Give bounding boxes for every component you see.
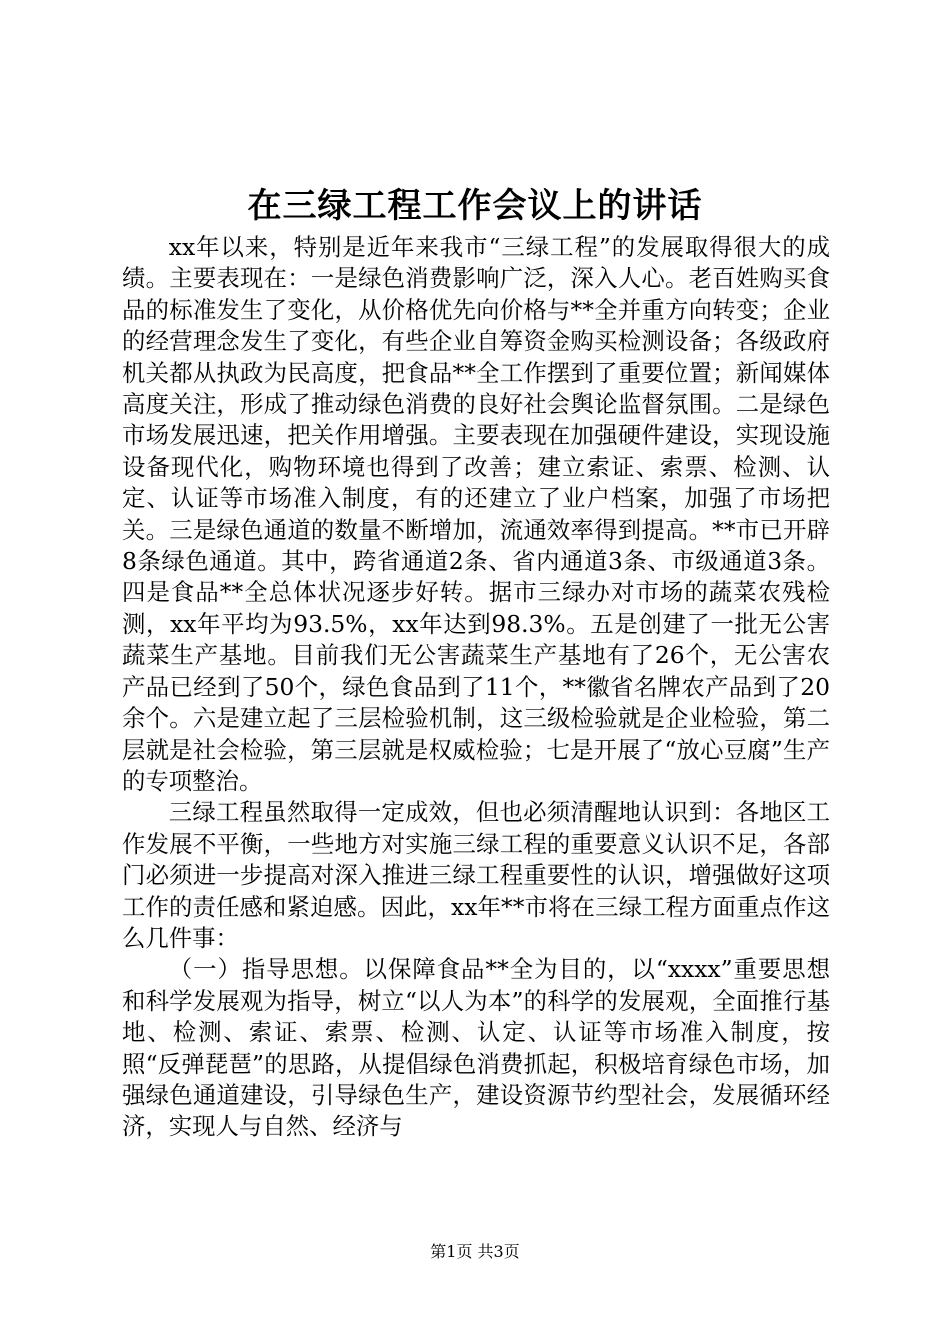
paragraph-guiding-thought: （一）指导思想。以保障食品**全为目的，以“xxxx”重要思想和科学发展观为指导，树立“以人为本”的科学的发展观，全面推行基地、检测、索证、索票、检测、认定、认证等市场准入制度，按照“反弹琵琶”的思路，从提倡绿色消费抓起，积极培育绿色市场，加强绿色通道建设，引导绿色生产，建设资源节约型社会，发展循环经济，实现人与自然、经济与: [122, 955, 830, 1141]
paragraph-achievements: xx年以来，特别是近年来我市“三绿工程”的发展取得很大的成绩。主要表现在：一是绿色消费影响广泛，深入人心。老百姓购买食品的标准发生了变化，从价格优先向价格与**全并重方向转变；企业的经营理念发生了变化，有些企业自筹资金购买检测设备；各级政府机关都从执政为民高度，把食品**全工作摆到了重要位置；新闻媒体高度关注，形成了推动绿色消费的良好社会舆论监督氛围。二是绿色市场发展迅速，把关作用增强。主要表现在加强硬件建设，实现设施设备现代化，购物环境也得到了改善；建立索证、索票、检测、认定、认证等市场准入制度，有的还建立了业户档案，加强了市场把关。三是绿色通道的数量不断增加，流通效率得到提高。**市已开辟8条绿色通道。其中，跨省通道2条、省内通道3条、市级通道3条。四是食品**全总体状况逐步好转。据市三绿办对市场的蔬菜农残检测，xx年平均为93.5%，xx年达到98.3%。五是创建了一批无公害蔬菜生产基地。目前我们无公害蔬菜生产基地有了26个，无公害农产品已经到了50个，绿色食品到了11个，**徽省名牌农产品到了20余个。六是建立起了三层检验机制，这三级检验就是企业检验，第二层就是社会检验，第三层就是权威检验；七是开展了“放心豆腐”生产的专项整治。: [122, 233, 830, 795]
document-title: 在三绿工程工作会议上的讲话: [247, 186, 703, 226]
document-body: [122, 232, 830, 1143]
paragraph-problems: 三绿工程虽然取得一定成效，但也必须清醒地认识到：各地区工作发展不平衡，一些地方对实施三绿工程的重要意义认识不足，各部门必须进一步提高对深入推进三绿工程重要性的认识，增强做好这项工作的责任感和紧迫感。因此，xx年**市将在三绿工程方面重点作这么几件事：: [122, 798, 830, 952]
page-footer: 第1页 共3页: [430, 1242, 520, 1261]
